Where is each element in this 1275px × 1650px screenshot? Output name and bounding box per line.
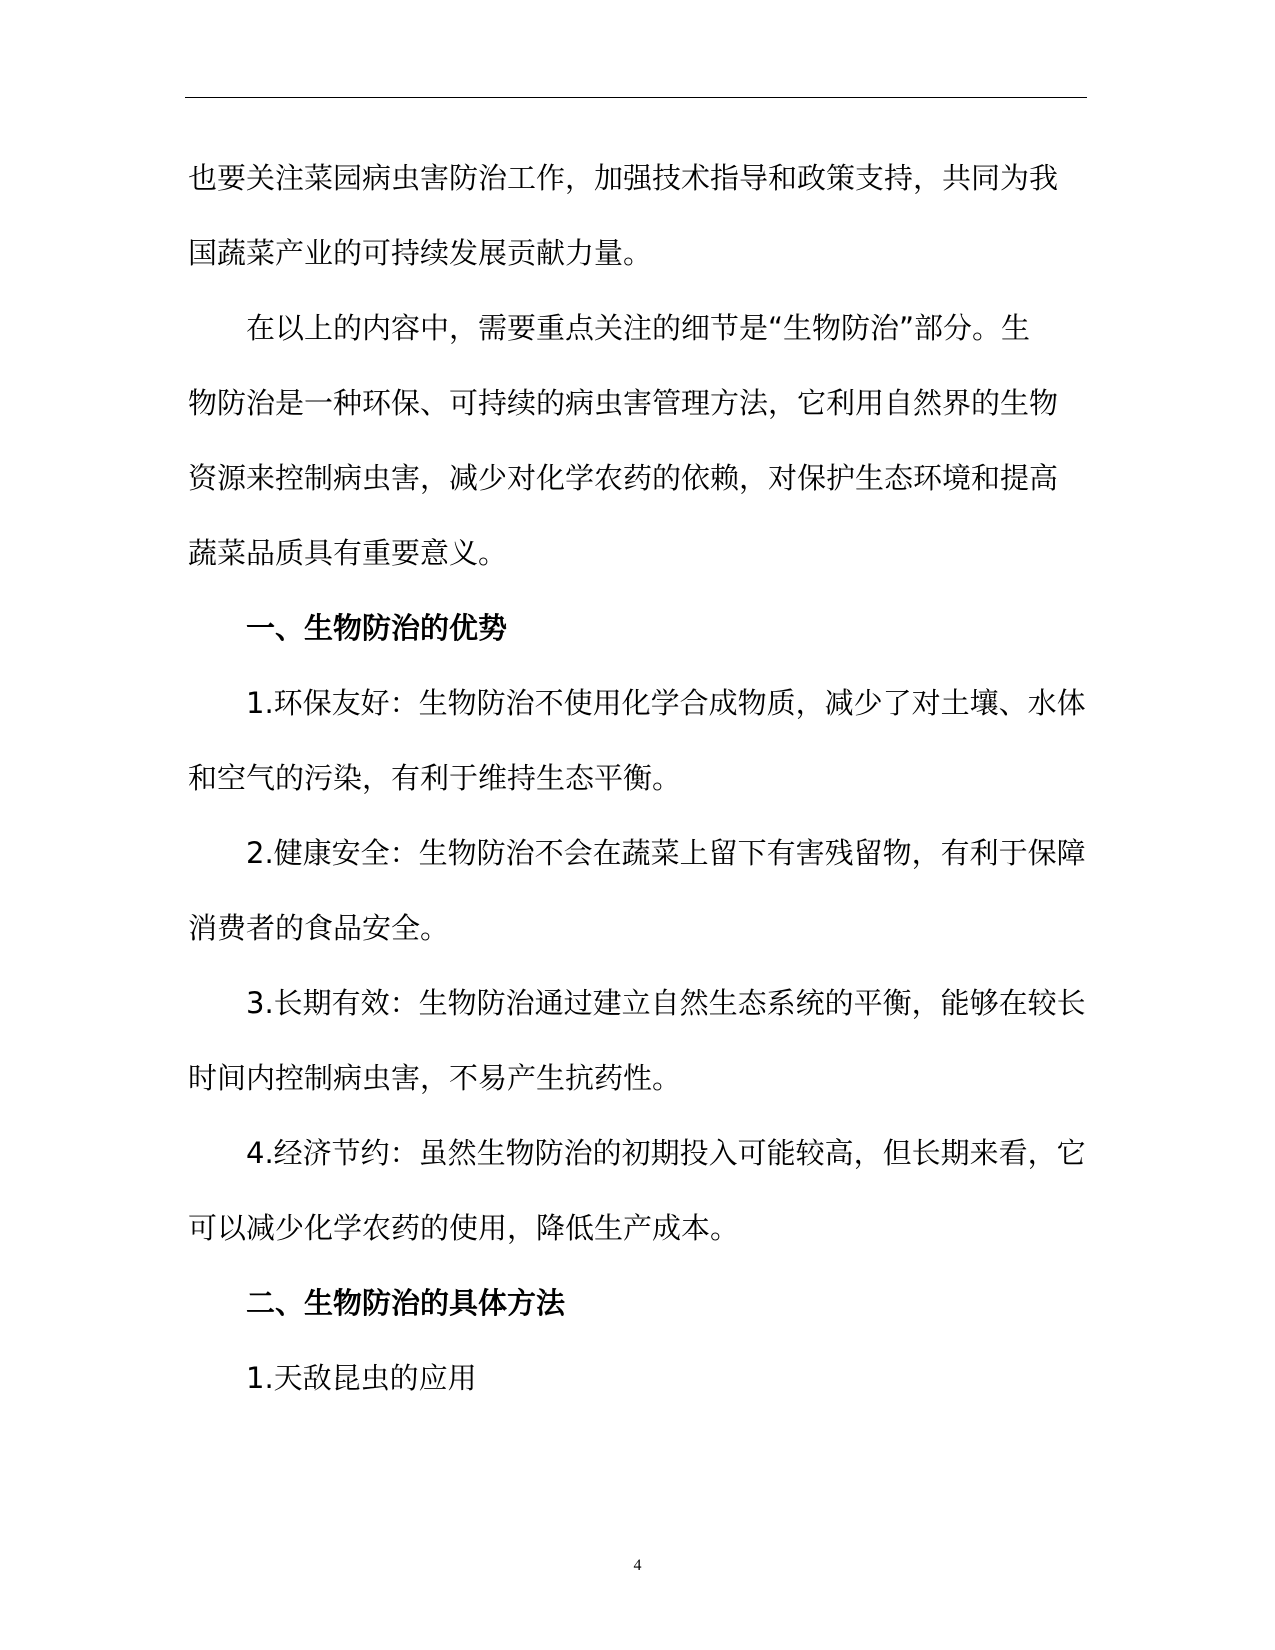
- subsection-natural-enemies: [188, 1341, 1093, 1416]
- text-line: 物防治是一种环保、可持续的病虫害管理方法，它利用自然界的生物: [188, 386, 1059, 420]
- text-line: 消费者的食品安全。: [188, 911, 450, 945]
- list-item-long-term: [188, 966, 1093, 1116]
- section-heading-methods: [188, 1266, 1093, 1341]
- text-line: 蔬菜品质具有重要意义。: [188, 536, 508, 570]
- paragraph-continuation: [188, 141, 1093, 291]
- page-number: 4: [633, 1557, 642, 1574]
- text-line: 可以减少化学农药的使用，降低生产成本。: [188, 1211, 740, 1245]
- text-line: 4.经济节约：虽然生物防治的初期投入可能较高，但长期来看，它: [246, 1136, 1086, 1170]
- text-line: 在以上的内容中，需要重点关注的细节是“生物防治”部分。生: [246, 311, 1031, 345]
- list-item-economy: [188, 1116, 1093, 1266]
- text-line: 资源来控制病虫害，减少对化学农药的依赖，对保护生态环境和提高: [188, 461, 1059, 495]
- section-heading-advantages: [188, 591, 1093, 666]
- heading-text: 二、生物防治的具体方法: [246, 1286, 566, 1320]
- text-line: 2.健康安全：生物防治不会在蔬菜上留下有害残留物，有利于保障: [246, 836, 1086, 870]
- text-line: 1.天敌昆虫的应用: [246, 1361, 477, 1395]
- list-item-health: [188, 816, 1093, 966]
- text-line: 也要关注菜园病虫害防治工作，加强技术指导和政策支持，共同为我: [188, 161, 1059, 195]
- page-body: [188, 141, 1093, 1416]
- header-rule: [185, 97, 1087, 98]
- paragraph-biocontrol-intro: [188, 291, 1093, 591]
- list-item-environment: [188, 666, 1093, 816]
- text-line: 和空气的污染，有利于维持生态平衡。: [188, 761, 682, 795]
- text-line: 时间内控制病虫害，不易产生抗药性。: [188, 1061, 682, 1095]
- heading-text: 一、生物防治的优势: [246, 611, 508, 645]
- text-line: 3.长期有效：生物防治通过建立自然生态系统的平衡，能够在较长: [246, 986, 1086, 1020]
- text-line: 1.环保友好：生物防治不使用化学合成物质，减少了对土壤、水体: [246, 686, 1086, 720]
- text-line: 国蔬菜产业的可持续发展贡献力量。: [188, 236, 653, 270]
